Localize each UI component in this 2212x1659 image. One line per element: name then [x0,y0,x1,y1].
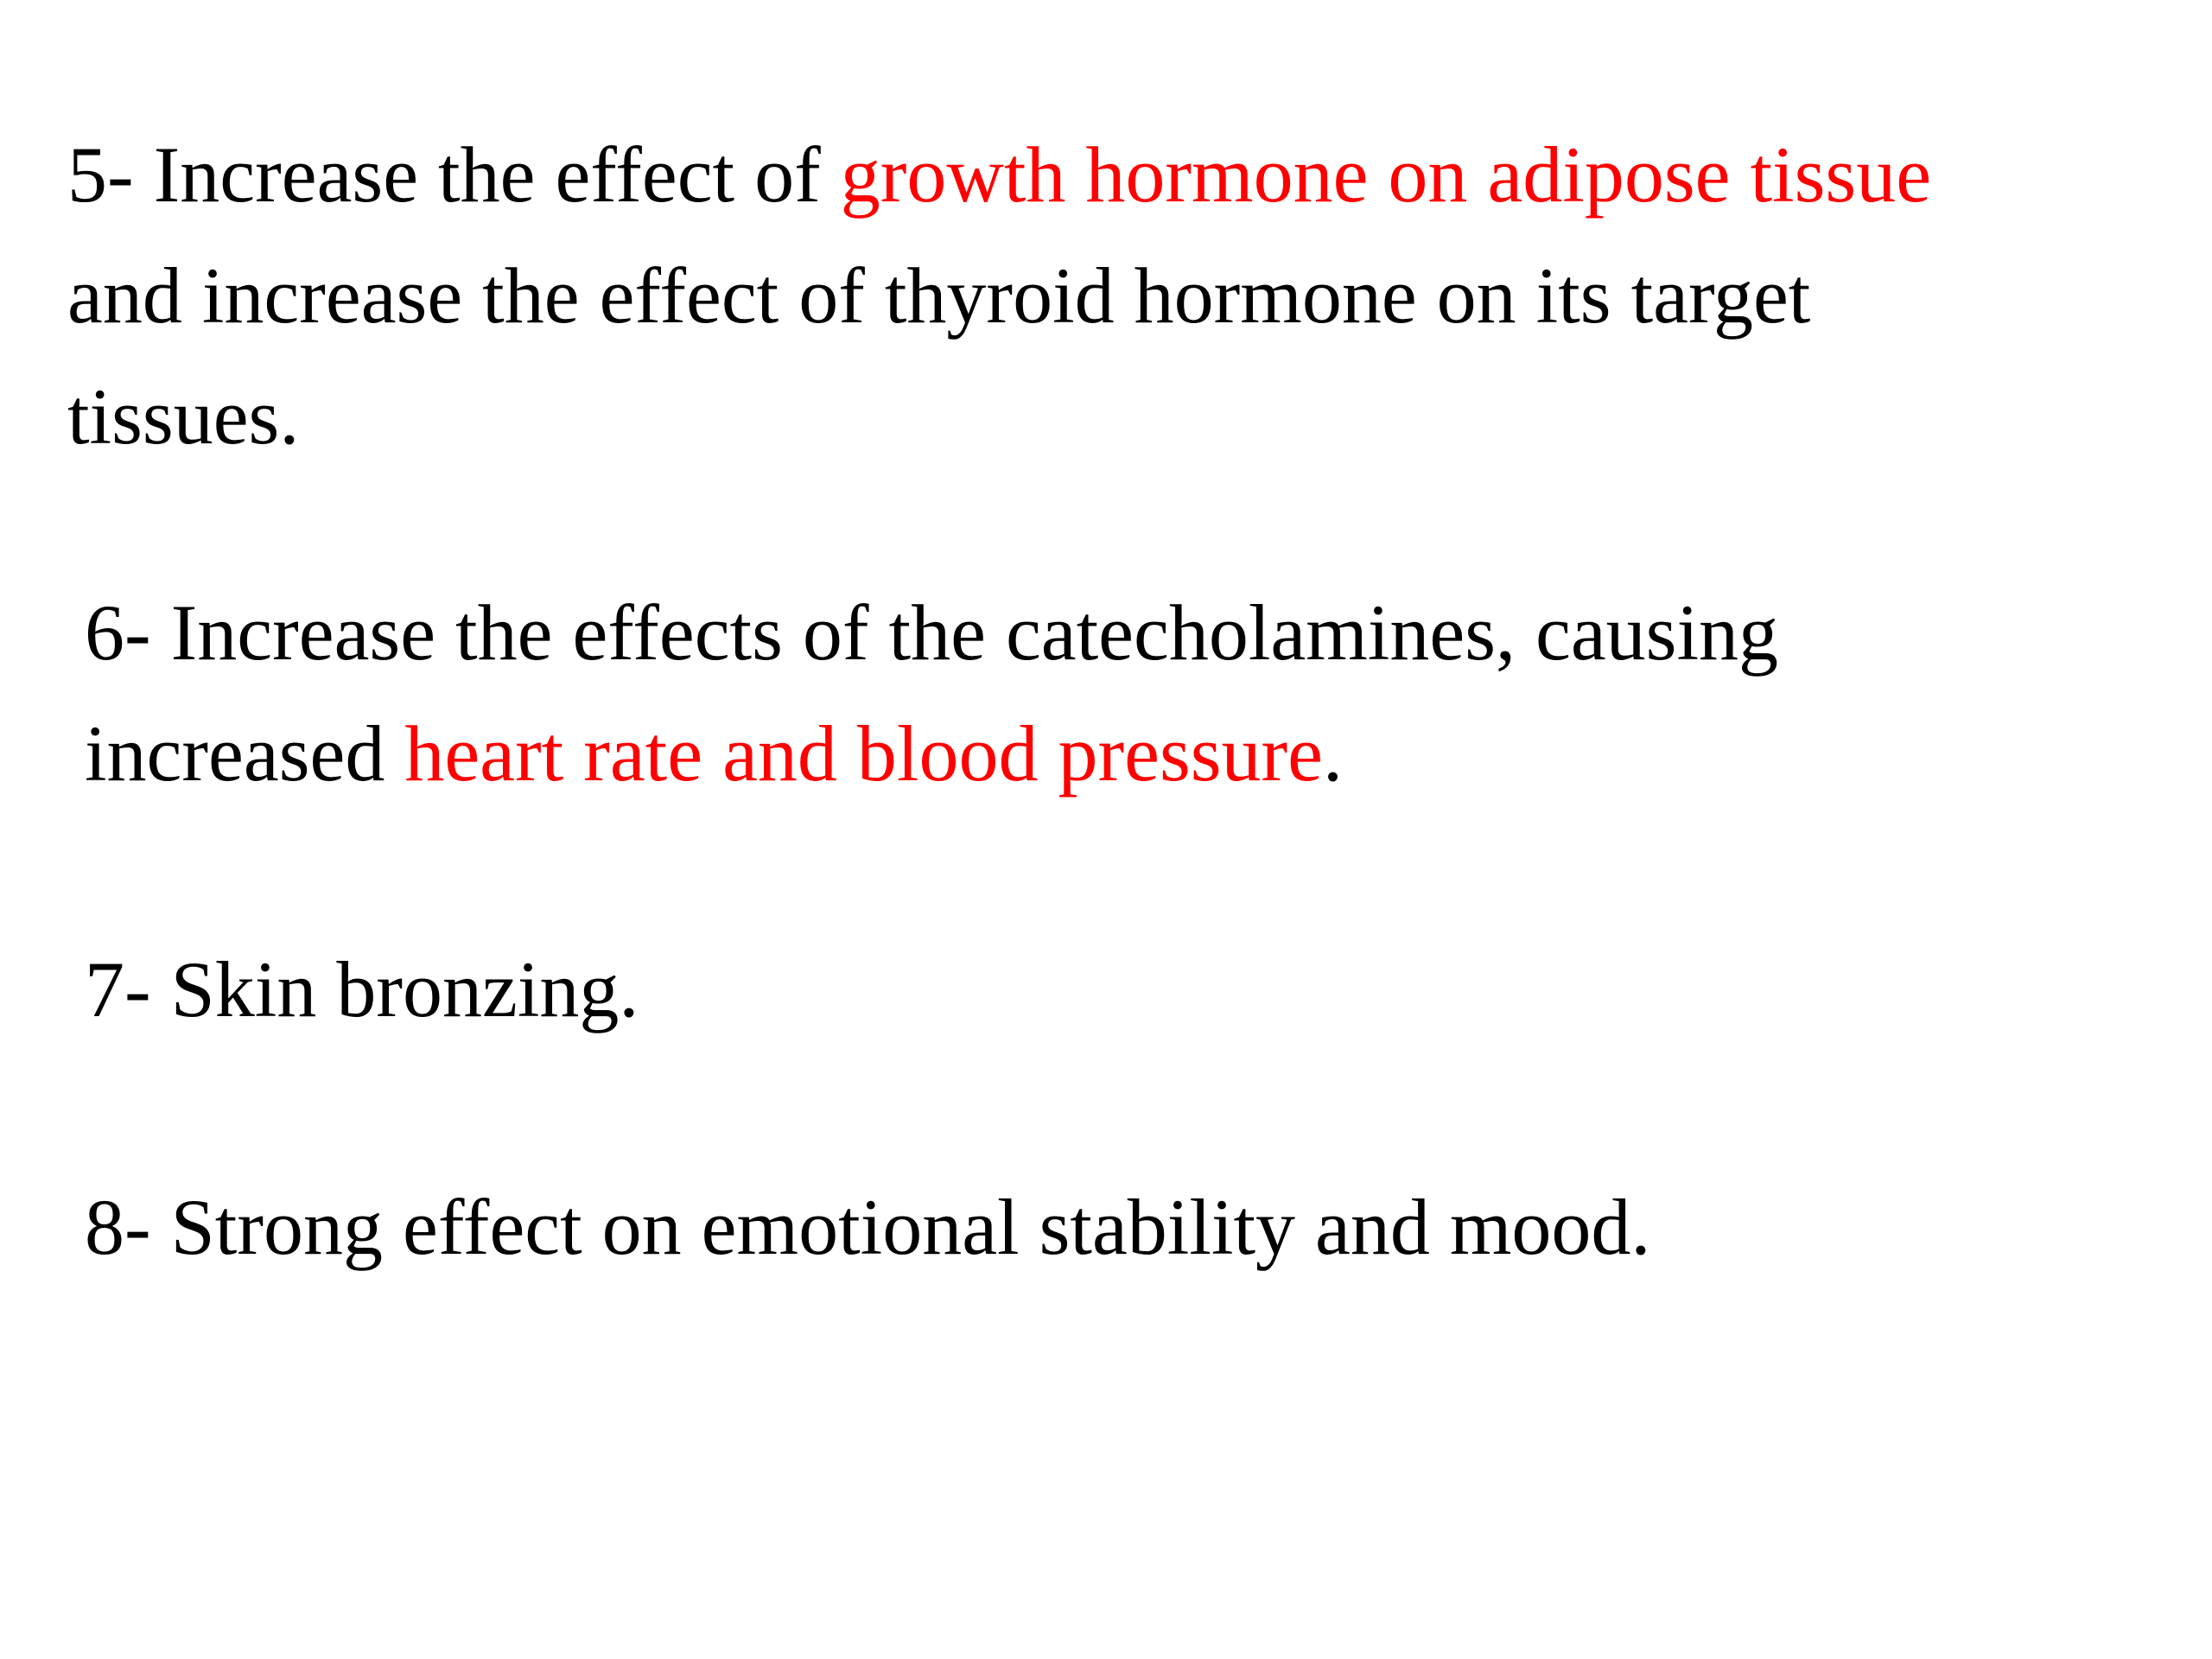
item-8-line-1 [85,1166,1650,1287]
heart-rate-highlight: heart rate and blood pressure [404,709,1324,798]
item-6-text: increased [85,709,405,798]
item-5-line-2 [67,235,1931,356]
item-5-text: 5- Increase the effect of [67,130,841,219]
item-7-line-1 [85,929,639,1050]
item-5-line-3 [67,356,1931,477]
item-5-line-1 [67,114,1931,235]
item-6-line-1 [85,572,1778,693]
item-6-text: 6- Increase the effects of the catecholamines, causing [85,588,1779,677]
item-7-text: 7- Skin bronzing. [85,945,639,1033]
growth-hormone-highlight: growth hormone on adipose tissue [840,130,1932,219]
item-6-line-2 [85,693,1778,814]
list-item-5 [67,114,1931,477]
item-8-text: 8- Strong effect on emotional stability and mood. [85,1183,1651,1271]
list-item-8 [85,1166,1650,1287]
item-6-period: . [1323,709,1344,798]
item-5-text: and increase the effect of thyroid hormone on its target [67,251,1811,340]
list-item-6 [85,572,1778,814]
item-5-text: tissues. [67,372,300,461]
list-item-7 [85,929,639,1050]
